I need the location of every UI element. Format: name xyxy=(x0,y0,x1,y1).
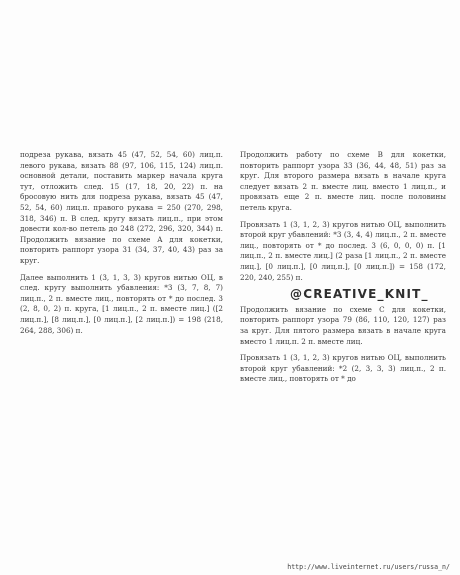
right-paragraph-1: Продолжить работу по схеме В для кокетки, повторить раппорт узора 33 (36, 44, 48, 51) раз за круг. Для второго размера вязать в начале круга следует вязать 2 п. вместе лиц. вместо 1 лиц.п., и провязать еще 2 п. вместе лиц. после половины петель круга. xyxy=(240,150,446,212)
left-text-column xyxy=(20,150,223,342)
left-paragraph-1: подреза рукава, вязать 45 (47, 52, 54, 60) лиц.п. левого рукава, вязать 88 (97, 106, 115, 124) лиц.п. основной детали, поставить маркер начала круга тут, отложить след. 15 (17, 18, 20, 22) п. на бросовую нить для подреза рукава, вязать 45 (47, 52, 54, 60) лиц.п. правого рукава = 250 (270, 298, 318, 346) п. В след. кругу вязать лиц.п., при этом довести кол-во петель до 248 (272, 296, 320, 344) п. Продолжить вязание по схеме А для кокетки, повторить раппорт узора 31 (34, 37, 40, 43) раз за круг. xyxy=(20,150,223,265)
right-paragraph-3: Продолжить вязание по схеме С для кокетки, повторить раппорт узора 79 (86, 110, 120, 127) раз за круг. Для пятого размера вязать в начале круга вместо 1 лиц.п. 2 п. вместе лиц. xyxy=(240,304,446,346)
source-url[interactable]: http://www.liveinternet.ru/users/russa_n/ xyxy=(287,563,450,571)
right-paragraph-4: Провязать 1 (3, 1, 2, 3) кругов нитью ОЦ, выполнить второй круг убавлений: *2 (2, 3, 3, 3) лиц.п., 2 п. вместе лиц., повторять от * до xyxy=(240,353,446,384)
creative-knit-watermark: @CREATIVE_KNIT_ xyxy=(290,287,429,302)
left-paragraph-2: Далее выполнить 1 (3, 1, 3, 3) кругов нитью ОЦ, в след. кругу выполнить убавления: *3 (3, 7, 8, 7) лиц.п., 2 п. вместе лиц., повторять от * до послед. 3 (2, 8, 0, 2) п. круга, [1 лиц.п., 2 п. вместе лиц.] ([2 лиц.п.], [8 лиц.п.], [0 лиц.п.], [2 лиц.п.]) = 198 (218, 264, 288, 306) п. xyxy=(20,272,223,335)
right-paragraph-2: Провязать 1 (3, 1, 2, 3) кругов нитью ОЦ, выполнить второй круг убавлений: *3 (3, 4, 4) лиц.п., 2 п. вместе лиц., повторять от * до послед. 3 (6, 0, 0, 0) п. [1 лиц.п., 2 п. вместе лиц.] (2 раза [1 лиц.п., 2 п. вместе лиц.], [0 лиц.п.], [0 лиц.п.], [0 лиц.п.]) = 158 (172, 220, 240, 255) п. xyxy=(240,219,446,282)
right-text-column xyxy=(240,150,446,391)
